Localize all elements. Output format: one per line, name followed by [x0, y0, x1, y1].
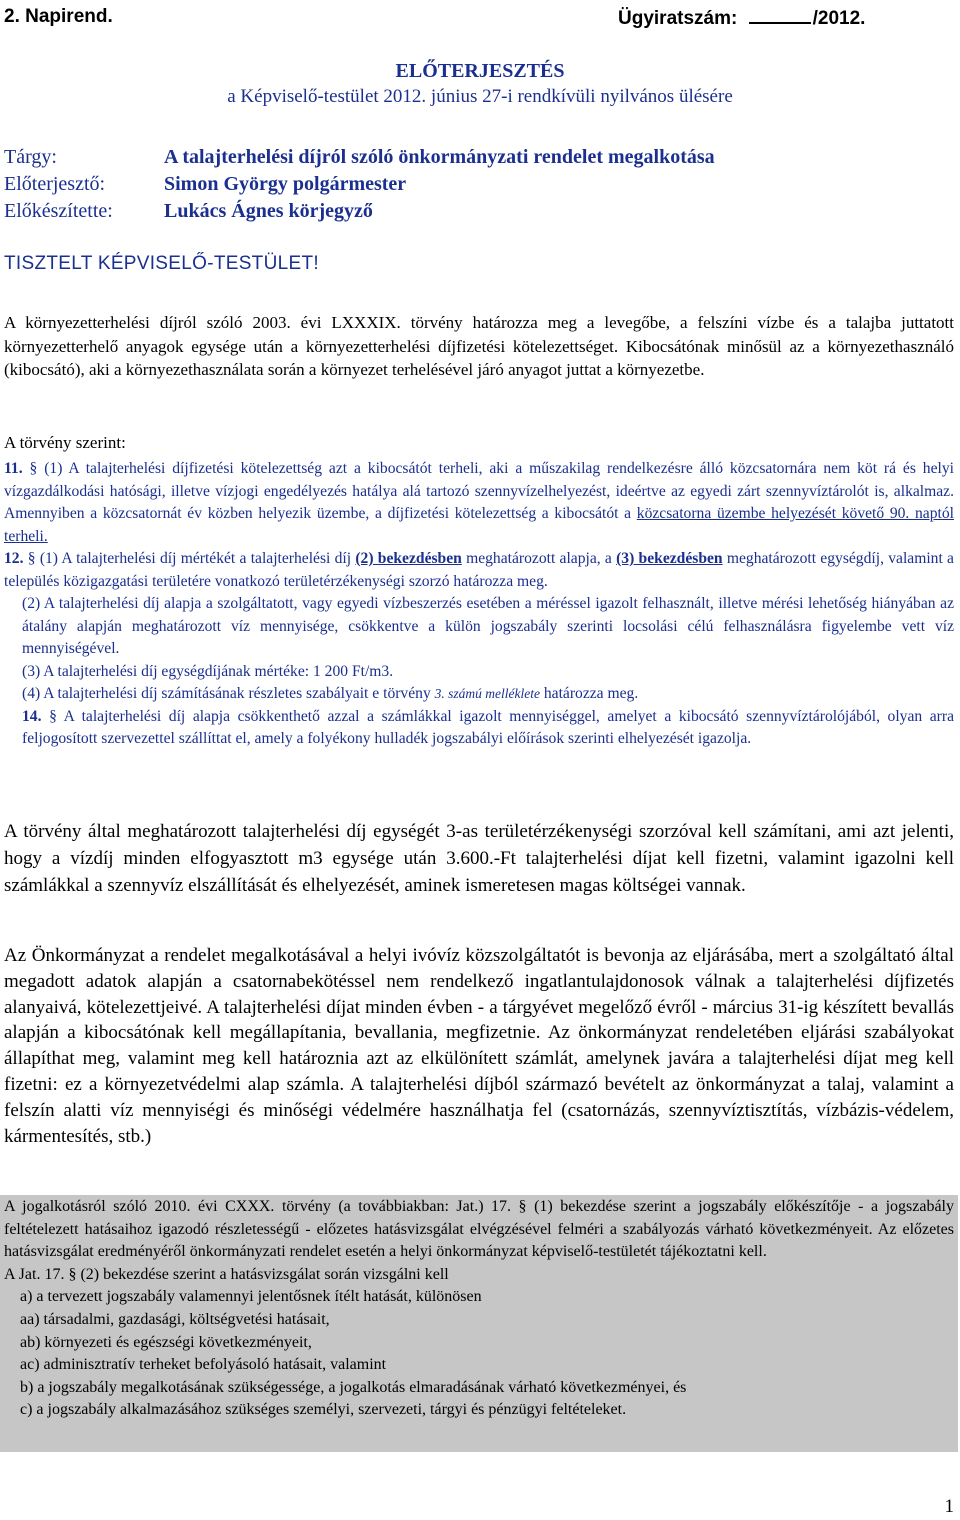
box-item: ac) adminisztratív terheket befolyásoló hatásait, valamint: [20, 1356, 387, 1374]
document-title: ELŐTERJESZTÉS: [395, 60, 565, 82]
section-12-4-text-b: határozza meg.: [539, 685, 639, 702]
section-12-4: [4, 683, 954, 706]
presenter-label: Előterjesztő:: [4, 173, 106, 195]
section-11-text: § (1) A talajterhelési díjfizetési kötelezettség azt a kibocsátót terheli, aki a műszakilag rendelkezésre álló közcsatornára nem köt rá és helyi vízgazdálkodási hatósági, illetve vízjogi engedélyezés hatálya alá tartozó szennyvízelhelyezést, ideértve az egyedi zárt szennyvíztárolót is, alkalmaz. Amennyiben a közcsatornát év közben helyezik üzembe, a díjfizetési kötelezettség a kibocsátót a: [4, 460, 954, 522]
box-item: c) a jogszabály alkalmazásához szükséges személyi, szervezeti, tárgyi és pénzügyi feltételeket.: [20, 1401, 627, 1419]
file-number: [618, 6, 865, 30]
file-number-label: Ügyiratszám:: [618, 8, 738, 29]
intro-paragraph: A környezetterhelési díjról szóló 2003. évi LXXXIX. törvény határozza meg a levegőbe, a felszíni vízbe és a talajba juttatott környezetterhelő anyagok egysége után a környezetterhelési díjfizetési kötelezettséget. Kibocsátónak minősül az a környezethasználó (kibocsátó), aki a környezethasználata során a környezet terhelésével járó anyagot juttat a környezetbe.: [4, 313, 954, 379]
section-12-text-a: § (1) A talajterhelési díj mértékét a talajterhelési díj: [27, 550, 356, 567]
box-item: b) a jogszabály megalkotásának szükségessége, a jogalkotás elmaradásának várható következményei, és: [20, 1378, 687, 1396]
box-item: a) a tervezett jogszabály valamennyi jelentősnek ítélt hatását, különösen: [20, 1288, 482, 1306]
preparer-value: Lukács Ágnes körjegyző: [164, 200, 373, 222]
section-12-text-b: meghatározott alapja, a: [461, 550, 617, 567]
document-subtitle: a Képviselő-testület 2012. június 27-i rendkívüli nyilvános ülésére: [227, 86, 733, 107]
annex-reference: 3. számú melléklete: [434, 686, 540, 701]
section-12-number: 12.: [4, 550, 24, 567]
section-12-text-c: meghatározott egységdíj, valamint a település közigazgatási területére vonatkozó területérzékenységi szorzó határozza meg.: [4, 550, 954, 590]
salutation: TISZTELT KÉPVISELŐ-TESTÜLET!: [4, 253, 319, 274]
highlighted-box-content: [4, 1196, 954, 1422]
section-11-number: 11.: [4, 460, 23, 477]
section-12-3: (3) A talajterhelési díj egységdíjának mértéke: 1 200 Ft/m3.: [22, 662, 394, 680]
file-number-suffix: /2012.: [812, 8, 866, 29]
box-paragraph: A jogalkotásról szóló 2010. évi CXXX. törvény (a továbbiakban: Jat.) 17. § (1) bekezdése szerint a jogszabály előkészítője - a jogszabály feltételezett hatásaihoz igazodó részletességű - előzetes hatásvizsgálat elvégzésével felméri a szabályozás várható következményeit. Az előzetes hatásvizsgálat eredményéről önkormányzati rendelet esetén a helyi önkormányzat képviselő-testületét tájékoztatni kell.: [4, 1198, 954, 1261]
section-11-underlined: közcsatorna üzembe helyezését követő 90. naptól terheli.: [4, 505, 954, 545]
section-14-number: 14.: [22, 707, 42, 725]
section-12-4-text-a: (4) A talajterhelési díj számításának részletes szabályait e törvény: [22, 685, 435, 702]
section-11: [4, 458, 954, 548]
box-lead: A Jat. 17. § (2) bekezdése szerint a hatásvizsgálat során vizsgálni kell: [4, 1265, 449, 1283]
meta-row-subject: [4, 144, 715, 171]
paragraph-3: Az Önkormányzat a rendelet megalkotásával a helyi ivóvíz közszolgáltatót is bevonja az eljárásába, mert a szolgáltató által megadott adatok alapján a csatornabekötéssel nem rendelkező ingatlantulajdonosok válnak a talajterhelési díjfizetés alanyaivá, kötelezettjeivé. A talajterhelési díjat minden évben - a tárgyévet megelőző évről - március 31-ig készített bevallás alapján a kibocsátónak kell megállapítania, bevallania, megfizetnie. Az önkormányzat rendeletében eljárási szabályokat állapíthat meg, valamint meg kell határoznia azt az elkülönített számlát, amelynek javára a talajterhelési díjat meg kell fizetni: ez a környezetvédelmi alap számla. A talajterhelési díjból származó bevételt az önkormányzat a talaj, valamint a felszín alatti víz mennyiségi és minőségi védelmére használhatja fel (csatornázás, szennyvíztisztítás, vízbázis-védelem, kármentesítés, stb.): [4, 945, 954, 1147]
subject-label: Tárgy:: [4, 146, 57, 168]
meta-row-presenter: [4, 171, 715, 198]
meta-block: [4, 144, 715, 225]
agenda-label: 2. Napirend.: [4, 6, 113, 27]
box-item: ab) környezeti és egészségi következményeit,: [20, 1333, 312, 1351]
file-number-blank: [749, 6, 811, 24]
meta-row-preparer: [4, 198, 715, 225]
subject-value: A talajterhelési díjról szóló önkormányzati rendelet megalkotása: [164, 146, 715, 168]
paragraph-2: A törvény által meghatározott talajterhelési díj egységét 3-as területérzékenységi szorzóval kell számítani, ami azt jelenti, hogy a vízdíj minden elfogyasztott m3 egysége után 3.600.-Ft talajterhelési díjat kell fizetni, valamint igazolni kell számlákkal a szennyvíz elszállítását és elhelyezését, aminek ismeretesen magas költségei vannak.: [4, 821, 954, 896]
section-12-2: (2) A talajterhelési díj alapja a szolgáltatott, vagy egyedi vízbeszerzés esetében a méréssel igazolt felhasznált, illetve mérési lehetőség hiányában az átalány alapján meghatározott víz mennyisége, csökkentve a külön jogszabály szerinti locsolási célú felhasználásra figyelembe vett víz mennyiségével.: [22, 595, 954, 657]
preparer-label: Előkészítette:: [4, 200, 113, 222]
page-header: [4, 6, 952, 28]
law-excerpt: [4, 458, 954, 751]
link-paragraph-2[interactable]: (2) bekezdésben: [355, 550, 462, 567]
presenter-value: Simon György polgármester: [164, 173, 407, 195]
page-number: 1: [944, 1496, 954, 1517]
section-14: [4, 706, 954, 751]
link-paragraph-3[interactable]: (3) bekezdésben: [616, 550, 723, 567]
law-label: A törvény szerint:: [4, 433, 126, 452]
section-12-1: [4, 548, 954, 593]
box-item: aa) társadalmi, gazdasági, költségvetési hatásait,: [20, 1310, 330, 1328]
section-14-text: § A talajterhelési díj alapja csökkenthető azzal a számlákkal igazolt mennyiséggel, amelyet a kibocsátó szennyvíztárolójából, olyan arra feljogosított szervezettel szállíttat el, amely a folyékony hulladék jogszabályi előírások szerinti elhelyezését igazolja.: [22, 707, 954, 747]
